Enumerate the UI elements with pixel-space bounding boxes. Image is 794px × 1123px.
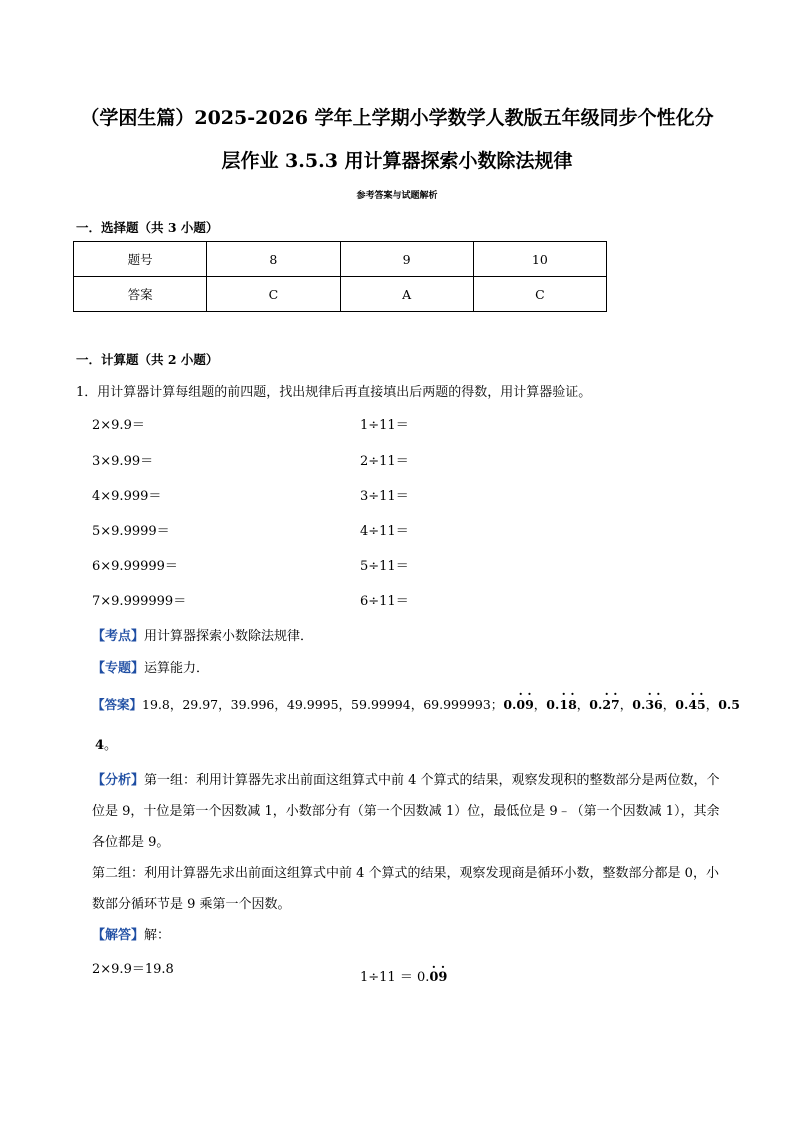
right-equation: 6÷11＝ <box>360 594 409 609</box>
jieda-line <box>92 924 170 943</box>
recurring-decimal: 0.· 2· 7 <box>589 697 619 712</box>
left-equation: 5×9.9999＝ <box>92 524 170 539</box>
right-equation: 1÷11＝ <box>360 418 409 433</box>
kaodian-line <box>92 625 313 644</box>
document-title-line1: （学困生篇）2025-2026 学年上学期小学数学人教版五年级同步个性化分 <box>80 107 714 129</box>
table-cell: 8 <box>207 242 340 277</box>
right-equation: 5÷11＝ <box>360 559 409 574</box>
recurring-decimal: 0.· 1· 8 <box>546 697 576 712</box>
recurring-decimal: 0.· 0· 9 <box>503 697 533 712</box>
zhuanti-tag: 【专题】 <box>92 661 145 676</box>
table-cell: 10 <box>473 242 606 277</box>
recurring-decimal: 0.· 3· 6 <box>632 697 662 712</box>
kaodian-text: 用计算器探索小数除法规律． <box>144 629 314 644</box>
answer-text: 19.8，29.97，39.996，49.9995，59.99994，69.999993； <box>142 697 504 712</box>
fenxi-text: 第一组：利用计算器先求出前面这组算式中前 4 个算式的结果，观察发现积的整数部分是两位数，个位是 9，十位是第一个因数减 1，小数部分有（第一个因数减 1）位，最低位是 9﹣（第一个因数减 1），其余各位都是 9。 <box>92 773 720 850</box>
solution-left: 2×9.9＝19.8 <box>92 962 174 977</box>
fenxi-paragraph <box>92 765 722 858</box>
left-equation: 6×9.99999＝ <box>92 559 178 574</box>
recurring-decimal-end: 4 <box>95 738 105 753</box>
answer-tag: 【答案】 <box>92 697 143 712</box>
table-cell: 题号 <box>74 242 207 277</box>
table-row <box>74 277 607 312</box>
left-equation: 2×9.9＝ <box>92 418 145 433</box>
section-heading-choice: 一．选择题（共 3 小题） <box>76 220 219 235</box>
kaodian-tag: 【考点】 <box>92 629 145 644</box>
right-equation: 2÷11＝ <box>360 454 409 469</box>
answer-line-end: 4。 <box>95 738 118 753</box>
zhuanti-line <box>92 657 209 676</box>
document-subtitle: 参考答案与试题解析 <box>356 191 438 201</box>
document-title-line2: 层作业 3.5.3 用计算器探索小数除法规律 <box>221 150 573 172</box>
table-cell: 9 <box>340 242 473 277</box>
jieda-text: 解： <box>144 928 171 943</box>
right-equation: 4÷11＝ <box>360 524 409 539</box>
fenxi-paragraph-2: 第二组：利用计算器先求出前面这组算式中前 4 个算式的结果，观察发现商是循环小数，整数部分都是 0，小数部分循环节是 9 乘第一个因数。 <box>92 866 719 912</box>
jieda-tag: 【解答】 <box>92 928 145 943</box>
left-equation: 7×9.999999＝ <box>92 594 187 609</box>
table-cell: C <box>473 277 606 312</box>
left-equation: 3×9.99＝ <box>92 454 154 469</box>
section-heading-calc: 一．计算题（共 2 小题） <box>76 352 219 367</box>
recurring-decimal: 0.· 4· 5 <box>675 697 705 712</box>
answer-table <box>73 241 607 312</box>
question-text: 1．用计算器计算每组题的前四题，找出规律后再直接填出后两题的得数，用计算器验证。 <box>76 385 592 400</box>
solution-right: 1÷11 ＝ 0.· 0· 9 <box>360 966 447 985</box>
table-cell: C <box>207 277 340 312</box>
table-cell: 答案 <box>74 277 207 312</box>
answer-line: 【答案】19.8，29.97，39.996，49.9995，59.99994，69.999993；0.· 0· 9，0.· 1· 8，0.· 2· 7，0.· 3· 6，0.· 4· 5，0.5 <box>92 695 740 713</box>
zhuanti-text: 运算能力． <box>144 661 210 676</box>
table-cell: A <box>340 277 473 312</box>
table-row <box>74 242 607 277</box>
right-equation: 3÷11＝ <box>360 489 409 504</box>
left-equation: 4×9.999＝ <box>92 489 162 504</box>
recurring-decimal-start: 0.5 <box>718 697 740 712</box>
fenxi-tag: 【分析】 <box>92 773 145 788</box>
